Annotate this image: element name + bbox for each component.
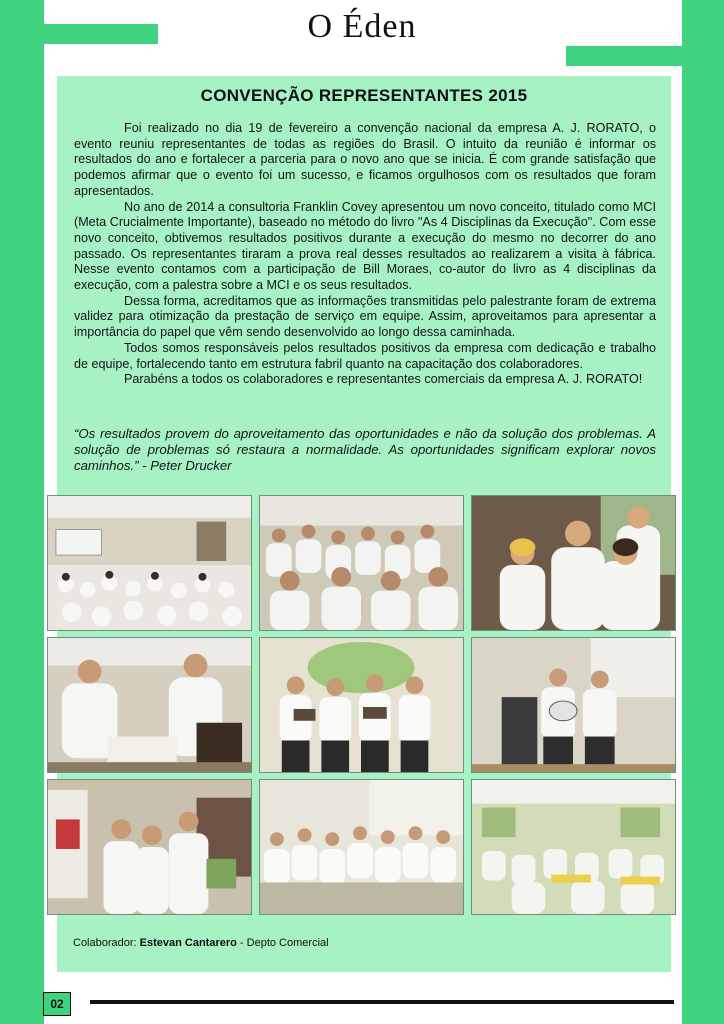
- masthead-title: O Éden: [307, 8, 417, 45]
- photo-grid: [47, 495, 676, 915]
- paragraph: Parabéns a todos os colaboradores e representantes comerciais da empresa A. J. RORATO!: [124, 372, 643, 387]
- credit-name: Estevan Cantarero: [139, 937, 237, 949]
- photo-key-ceremony: [471, 637, 676, 773]
- paragraph: Todos somos responsáveis pelos resultados positivos da empresa com dedicação e trabalho de equipe, fortalecendo tanto em estrutura fabril quanto na capacitação dos colaboradores.: [74, 340, 656, 371]
- photo-audience: [259, 495, 464, 631]
- photo-dining-hall: [471, 779, 676, 915]
- top-right-band: [566, 46, 682, 66]
- page-number: 02: [43, 992, 71, 1016]
- photo-team-standing: [47, 779, 252, 915]
- credit-dept: - Depto Comercial: [236, 937, 329, 949]
- photo-conference-room: [47, 495, 252, 631]
- left-stripe: [0, 0, 44, 1024]
- credit-label: Colaborador:: [73, 937, 140, 949]
- article-body: [74, 121, 656, 388]
- footer-rule: [90, 1000, 674, 1004]
- photo-award-handover: [47, 637, 252, 773]
- photo-group-portrait: [471, 495, 676, 631]
- paragraph: No ano de 2014 a consultoria Franklin Covey apresentou um novo conceito, titulado como MCI (Meta Crucialmente Importante), baseado no método do livro "As 4 Disciplinas da Execução". Com esse novo conceito, obtivemos resultados positivos durante a execução do mesmo no decorrer do ano passado. Os representantes tiraram a prova real desses resultados ao realizarem a visita à fábrica. Nesse evento contamos com a participação de Bill Moraes, co-autor do livro as 4 disciplinas da execução, com a palestra sobre a MCI e os seus resultados.: [74, 199, 656, 293]
- credit-line: [73, 937, 329, 949]
- quote-author: - Peter Drucker: [138, 458, 232, 473]
- photo-plaques-lineup: [259, 637, 464, 773]
- quote-text: “Os resultados provem do aproveitamento das oportunidades e não da solução dos problemas. A solução de problemas só restaura a normalidade. As oportunidades significam explorar novos caminhos.”: [74, 426, 656, 473]
- right-stripe: [682, 0, 724, 1024]
- photo-seated-guests: [259, 779, 464, 915]
- paragraph: Foi realizado no dia 19 de fevereiro a convenção nacional da empresa A. J. RORATO, o evento reuniu representantes de todas as regiões do Brasil. O intuito da reunião é informar os resultados do ano e fortalecer a parceria para o novo ano que se inicia. É com grande satisfação que podemos afirmar que o evento foi um sucesso, e ficamos orgulhosos com os resultados que foram apresentados.: [74, 121, 656, 198]
- quote: [74, 426, 656, 474]
- paragraph: Dessa forma, acreditamos que as informações transmitidas pelo palestrante foram de extrema validez para otimização da prestação de serviço em equipe. Assim, aproveitamos para apresentar a importância do papel que vêm sendo desenvolvido ao longo dessa caminhada.: [74, 293, 656, 340]
- article-title: CONVENÇÃO REPRESENTANTES 2015: [200, 86, 528, 105]
